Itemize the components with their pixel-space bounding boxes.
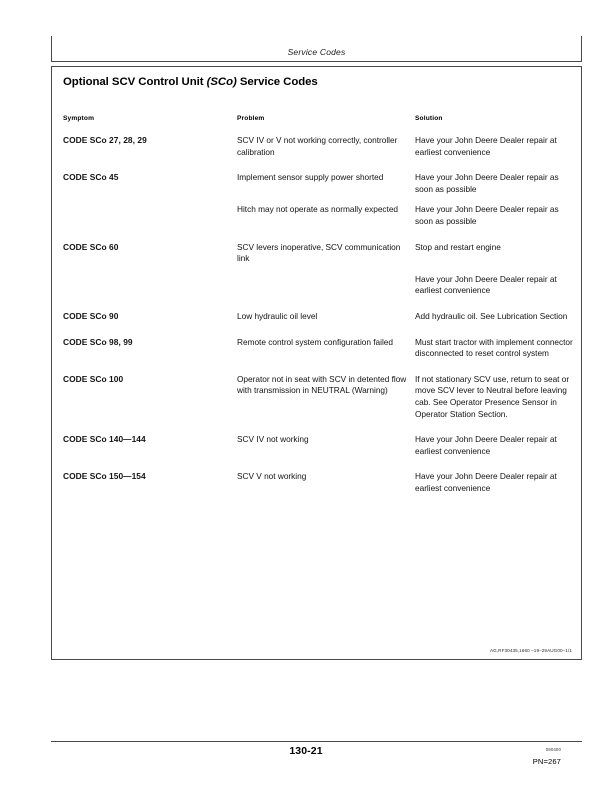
table-row bbox=[63, 471, 575, 494]
cell-problem: Hitch may not operate as normally expected bbox=[237, 204, 399, 215]
service-codes-table bbox=[63, 115, 575, 509]
cell-problem: SCV IV not working bbox=[237, 434, 309, 445]
cell-problem: SCV IV or V not working correctly, controller calibration bbox=[237, 135, 398, 157]
cell-symptom: CODE SCo 100 bbox=[63, 373, 124, 384]
table-row bbox=[63, 172, 575, 227]
footer-divider bbox=[51, 741, 582, 742]
footer-date-code: 090400 bbox=[545, 747, 561, 752]
cell-symptom: CODE SCo 140—144 bbox=[63, 434, 146, 445]
cell-solution: Add hydraulic oil. See Lubrication Section bbox=[415, 311, 568, 321]
cell-symptom: CODE SCo 45 bbox=[63, 172, 119, 183]
cell-problem: SCV V not working bbox=[237, 471, 307, 482]
cell-symptom: CODE SCo 90 bbox=[63, 311, 119, 321]
cell-solution: Have your John Deere Dealer repair as soon as possible bbox=[415, 172, 559, 194]
footer-pn: PN=267 bbox=[532, 757, 561, 766]
table-row bbox=[63, 374, 575, 420]
page-number: 130-21 bbox=[289, 745, 323, 757]
cell-symptom: CODE SCo 98, 99 bbox=[63, 336, 133, 347]
column-header-solution: Solution bbox=[415, 115, 443, 122]
table-row bbox=[63, 434, 575, 457]
section-title-part1: Optional SCV Control Unit bbox=[63, 76, 207, 88]
cell-symptom: CODE SCo 60 bbox=[63, 241, 119, 252]
cell-problem: SCV levers inoperative, SCV communication link bbox=[237, 241, 401, 264]
table-row bbox=[63, 311, 575, 323]
section-title-part2: Service Codes bbox=[236, 76, 318, 88]
section-title bbox=[63, 75, 483, 90]
cell-problem: Operator not in seat with SCV in detented flow with transmission in NEUTRAL (Warning) bbox=[237, 373, 407, 396]
column-header-symptom: Symptom bbox=[63, 115, 95, 122]
cell-solution: Have your John Deere Dealer repair at earliest convenience bbox=[415, 434, 557, 456]
cell-problem: Low hydraulic oil level bbox=[237, 311, 318, 321]
table-row bbox=[63, 337, 575, 360]
table-body bbox=[63, 135, 575, 509]
cell-symptom: CODE SCo 27, 28, 29 bbox=[63, 135, 147, 145]
running-header-title: Service Codes bbox=[287, 47, 346, 57]
cell-symptom: CODE SCo 150—154 bbox=[63, 471, 146, 482]
running-header-box bbox=[51, 36, 582, 62]
table-header-row bbox=[63, 115, 575, 135]
cell-problem: Remote control system configuration failed bbox=[237, 336, 393, 347]
table-row bbox=[63, 242, 575, 297]
section-title-italic: (SCo) bbox=[206, 76, 237, 88]
column-header-problem: Problem bbox=[237, 115, 265, 122]
cell-solution: Have your John Deere Dealer repair at earliest convenience bbox=[415, 273, 557, 296]
cell-solution: Stop and restart engine bbox=[415, 241, 501, 252]
reference-code: AG,RF30435,1660 –19–29AUG00–1/1 bbox=[489, 648, 572, 653]
cell-solution: Have your John Deere Dealer repair at earliest convenience bbox=[415, 135, 557, 157]
cell-solution: Must start tractor with implement connector disconnected to reset control system bbox=[415, 336, 573, 359]
content-box bbox=[51, 66, 582, 660]
table-row bbox=[63, 135, 575, 158]
cell-problem: Implement sensor supply power shorted bbox=[237, 172, 384, 183]
cell-solution: Have your John Deere Dealer repair at earliest convenience bbox=[415, 471, 557, 493]
cell-solution: If not stationary SCV use, return to seat or move SCV lever to Neutral before leaving cab. See Operator Presence Sensor in Operator Station Section. bbox=[415, 373, 570, 419]
cell-solution: Have your John Deere Dealer repair as soon as possible bbox=[415, 204, 559, 226]
